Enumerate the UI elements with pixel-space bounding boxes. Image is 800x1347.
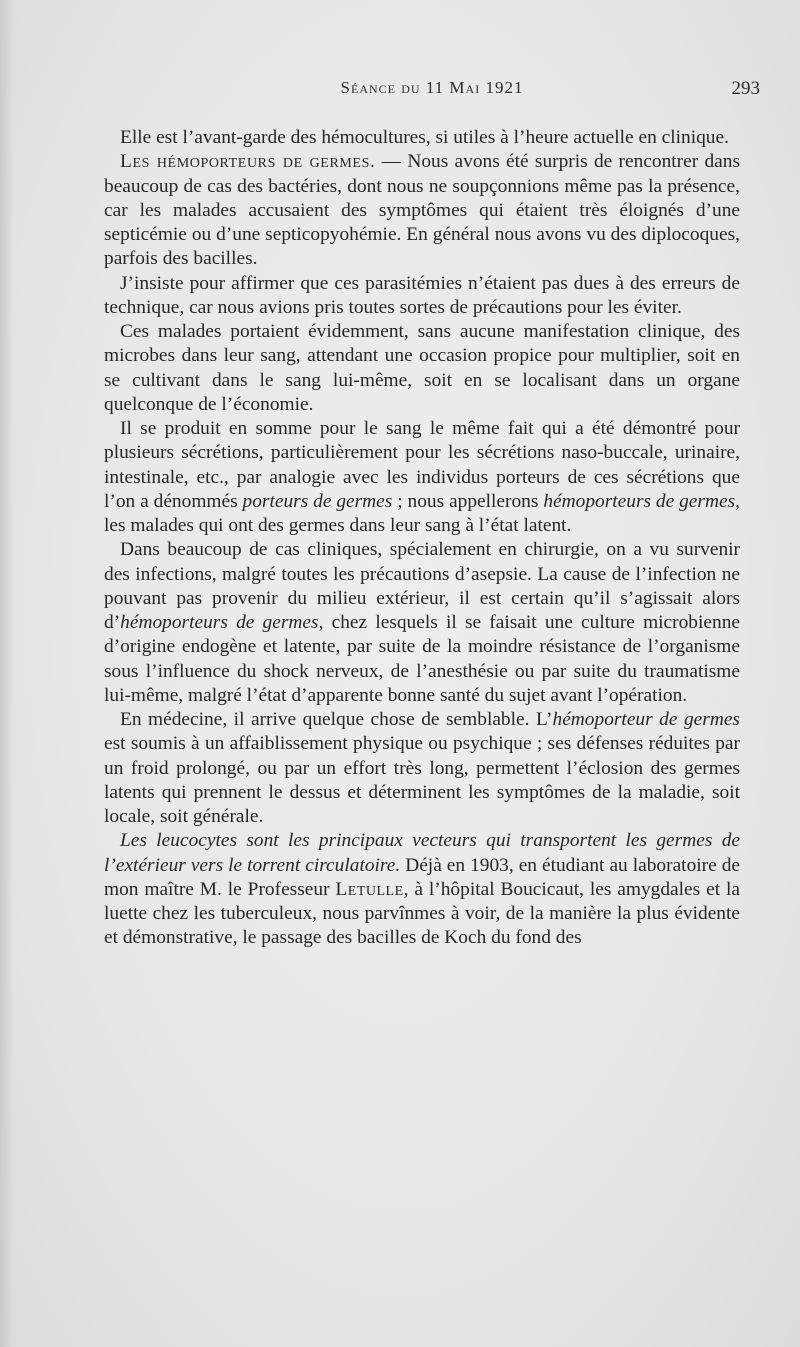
paragraph-8-text-a: Déjà en 1903, en étudiant au laboratoire de mon maître M. le Professeur [104, 854, 741, 900]
page-gutter-shadow [0, 0, 14, 1347]
paragraph-7-text-a: En médecine, il arrive quelque chose de semblable. L’ [120, 709, 553, 730]
paragraph-5-text-b: ; nous appellerons [392, 490, 544, 512]
term-porteurs-de-germes: porteurs de germes [242, 490, 393, 512]
term-hemoporteur: hémoporteur de germes [552, 709, 740, 730]
paragraph-5-text-a: Il se produit en somme pour le sang le même fait qui a été démontré pour plusieurs sécrétions, particulièrement pour les sécrétions naso-buccale, urinaire, intestinale, etc., par analogie avec les individus porteurs de ces sécrétions que l’on a dénommés [104, 418, 740, 512]
paragraph-7-text-b: est soumis à un affaiblissement physique ou psychique ; ses défenses réduites par un froid prolongé, ou par un effort très long, permettent l’éclosion des germes latents qui prennent le dessus et déterminent les symptômes de la maladie, soit locale, soit générale. [104, 733, 740, 827]
paragraph-8 [104, 829, 740, 950]
running-head: Séance du 11 Mai 1921 [340, 78, 524, 97]
paragraph-5 [104, 417, 740, 538]
paragraph-6-text-b: , chez lesquels il se faisait une culture microbienne d’origine endogène et latente, par suite de la moindre résistance de l’organisme sous l’influence du shock nerveux, de l’anesthésie ou par suite du traumatisme lui-même, malgré l’état d’apparente bonne santé du sujet avant l’opération. [104, 612, 740, 706]
page-number: 293 [731, 78, 760, 99]
paragraph-3: J’insiste pour affirmer que ces parasitémies n’étaient pas dues à des erreurs de technique, car nous avions pris toutes sortes de précautions pour les éviter. [104, 272, 740, 318]
page-header [104, 78, 760, 104]
emphasized-statement: Les leucocytes sont les principaux vecteurs qui transportent les germes de l’extérieur vers le torrent circulatoire. [104, 830, 740, 876]
paragraph-1: Elle est l’avant-garde des hémocultures, si utiles à l’heure actuelle en clinique. [120, 127, 729, 148]
section-heading-hemoporteurs: Les hémoporteurs de germes. [120, 151, 376, 173]
paragraph-6-text-a: Dans beaucoup de cas cliniques, spécialement en chirurgie, on a vu survenir des infections, malgré toutes les précautions d’asepsie. La cause de l’infection ne pouvant pas provenir du milieu extérieur, il est certain qu’il s’agissait alors d’ [104, 539, 740, 633]
paragraph-2-text: — Nous avons été surpris de rencontrer dans beaucoup de cas des bactéries, dont nous ne soupçonnions même pas la présence, car les malades accusaient des symptômes qui étaient très éloignés d’une septicémie ou d’une septicopyohémie. En général nous avons vu des diplocoques, parfois des bacilles. [104, 151, 740, 270]
term-hemoporteurs-de-germes: hémoporteurs de germes, [543, 490, 740, 512]
paragraph-6 [104, 538, 740, 708]
paragraph-4: Ces malades portaient évidemment, sans aucune manifestation clinique, des microbes dans leur sang, attendant une occasion propice pour multiplier, soit en se cultivant dans le sang lui-même, soit en se localisant dans un organe quelconque de l’économie. [104, 321, 740, 415]
body-text [104, 126, 740, 951]
term-hemoporteurs: hémoporteurs de germes [120, 612, 319, 633]
name-letulle: Letulle [335, 878, 404, 900]
paragraph-8-text-b: , à l’hôpital Boucicaut, les amygdales et la luette chez les tuberculeux, nous parvînmes à voir, de la manière la plus évidente et démonstrative, le passage des bacilles de Koch du fond des [104, 878, 740, 949]
paragraph-2 [104, 150, 740, 271]
paragraph-7 [104, 708, 740, 829]
paragraph-5-text-c: les malades qui ont des germes dans leur sang à l’état latent. [104, 515, 572, 536]
